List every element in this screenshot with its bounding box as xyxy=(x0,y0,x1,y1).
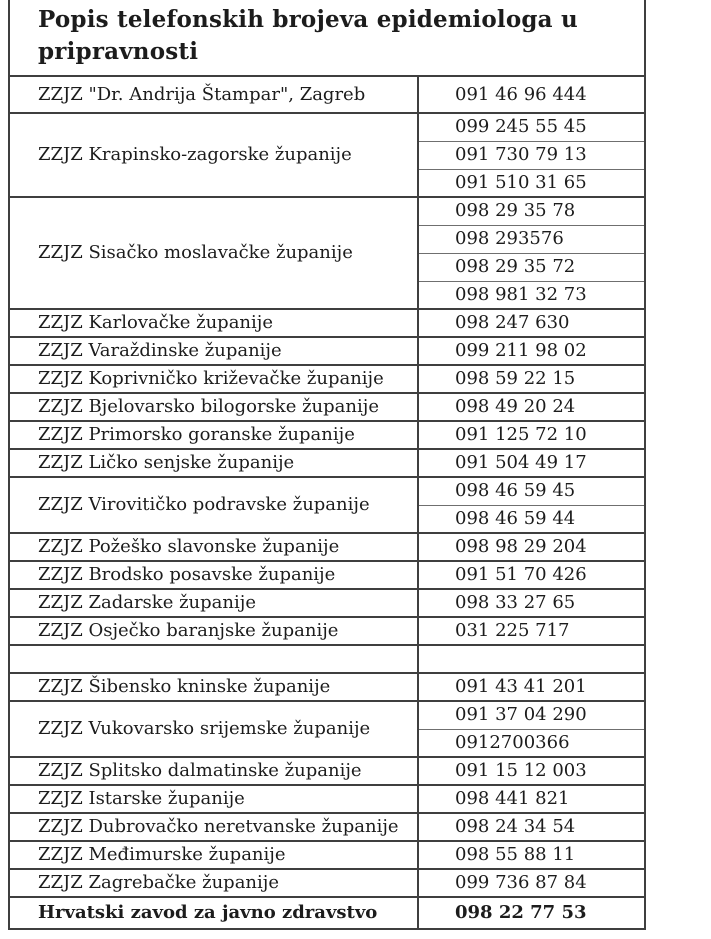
phone-cell: 098 98 29 204 xyxy=(418,533,645,561)
phone-cell: 098 46 59 44 xyxy=(418,505,645,533)
institution-cell: ZZJZ Krapinsko-zagorske županije xyxy=(9,113,418,197)
institution-cell: ZZJZ Dubrovačko neretvanske županije xyxy=(9,813,418,841)
table-row xyxy=(9,869,645,897)
table-row xyxy=(9,309,645,337)
institution-cell: ZZJZ Šibensko kninske županije xyxy=(9,673,418,701)
phone-cell xyxy=(418,645,645,673)
phone-cell: 091 51 70 426 xyxy=(418,561,645,589)
phone-cell: 099 736 87 84 xyxy=(418,869,645,897)
page-title-text: Popis telefonskih brojeva epidemiologa u pripravnosti xyxy=(38,6,578,65)
phone-cell: 098 33 27 65 xyxy=(418,589,645,617)
phone-cell: 091 730 79 13 xyxy=(418,141,645,169)
phone-cell: 098 55 88 11 xyxy=(418,841,645,869)
phone-cell: 099 245 55 45 xyxy=(418,113,645,141)
phone-cell: 031 225 717 xyxy=(418,617,645,645)
directory-body xyxy=(9,76,645,929)
institution-cell: ZZJZ "Dr. Andrija Štampar", Zagreb xyxy=(9,76,418,113)
institution-cell: ZZJZ Vukovarsko srijemske županije xyxy=(9,701,418,757)
phone-cell: 098 46 59 45 xyxy=(418,477,645,505)
title-row xyxy=(9,0,645,76)
page-title xyxy=(9,0,645,76)
institution-cell: ZZJZ Požeško slavonske županije xyxy=(9,533,418,561)
phone-cell: 098 24 34 54 xyxy=(418,813,645,841)
phone-cell: 098 293576 xyxy=(418,225,645,253)
table-row xyxy=(9,813,645,841)
table-row xyxy=(9,617,645,645)
phone-cell: 091 43 41 201 xyxy=(418,673,645,701)
phone-cell: 091 510 31 65 xyxy=(418,169,645,197)
phone-cell: 0912700366 xyxy=(418,729,645,757)
institution-cell: ZZJZ Sisačko moslavačke županije xyxy=(9,197,418,309)
institution-cell: ZZJZ Virovitičko podravske županije xyxy=(9,477,418,533)
institution-cell: ZZJZ Splitsko dalmatinske županije xyxy=(9,757,418,785)
table-row xyxy=(9,673,645,701)
institution-cell: ZZJZ Ličko senjske županije xyxy=(9,449,418,477)
table-row xyxy=(9,421,645,449)
phone-cell: 098 49 20 24 xyxy=(418,393,645,421)
table-row xyxy=(9,561,645,589)
phone-cell: 098 29 35 72 xyxy=(418,253,645,281)
table-row xyxy=(9,113,645,141)
phone-cell: 091 15 12 003 xyxy=(418,757,645,785)
phone-cell: 098 247 630 xyxy=(418,309,645,337)
table-row xyxy=(9,477,645,505)
table-row xyxy=(9,841,645,869)
institution-cell: ZZJZ Koprivničko križevačke županije xyxy=(9,365,418,393)
phone-cell: 091 125 72 10 xyxy=(418,421,645,449)
table-row xyxy=(9,645,645,673)
table-row xyxy=(9,533,645,561)
institution-cell: ZZJZ Karlovačke županije xyxy=(9,309,418,337)
phone-cell: 099 211 98 02 xyxy=(418,337,645,365)
institution-cell: ZZJZ Bjelovarsko bilogorske županije xyxy=(9,393,418,421)
phone-directory-table xyxy=(8,0,646,930)
phone-cell: 091 46 96 444 xyxy=(418,76,645,113)
phone-cell: 091 504 49 17 xyxy=(418,449,645,477)
table-row xyxy=(9,589,645,617)
table-row xyxy=(9,393,645,421)
phone-cell: 091 37 04 290 xyxy=(418,701,645,729)
phone-cell: 098 29 35 78 xyxy=(418,197,645,225)
institution-cell: Hrvatski zavod za javno zdravstvo xyxy=(9,897,418,929)
table-row xyxy=(9,197,645,225)
institution-cell: ZZJZ Zadarske županije xyxy=(9,589,418,617)
institution-cell: ZZJZ Međimurske županije xyxy=(9,841,418,869)
table-row xyxy=(9,785,645,813)
phone-cell: 098 59 22 15 xyxy=(418,365,645,393)
phone-cell: 098 22 77 53 xyxy=(418,897,645,929)
institution-cell: ZZJZ Brodsko posavske županije xyxy=(9,561,418,589)
institution-cell: ZZJZ Zagrebačke županije xyxy=(9,869,418,897)
table-row xyxy=(9,76,645,113)
phone-cell: 098 441 821 xyxy=(418,785,645,813)
table-row xyxy=(9,365,645,393)
table-row xyxy=(9,897,645,929)
institution-cell: ZZJZ Varaždinske županije xyxy=(9,337,418,365)
institution-cell xyxy=(9,645,418,673)
phone-cell: 098 981 32 73 xyxy=(418,281,645,309)
table-row xyxy=(9,449,645,477)
table-row xyxy=(9,701,645,729)
institution-cell: ZZJZ Primorsko goranske županije xyxy=(9,421,418,449)
table-row xyxy=(9,757,645,785)
institution-cell: ZZJZ Osječko baranjske županije xyxy=(9,617,418,645)
table-row xyxy=(9,337,645,365)
institution-cell: ZZJZ Istarske županije xyxy=(9,785,418,813)
